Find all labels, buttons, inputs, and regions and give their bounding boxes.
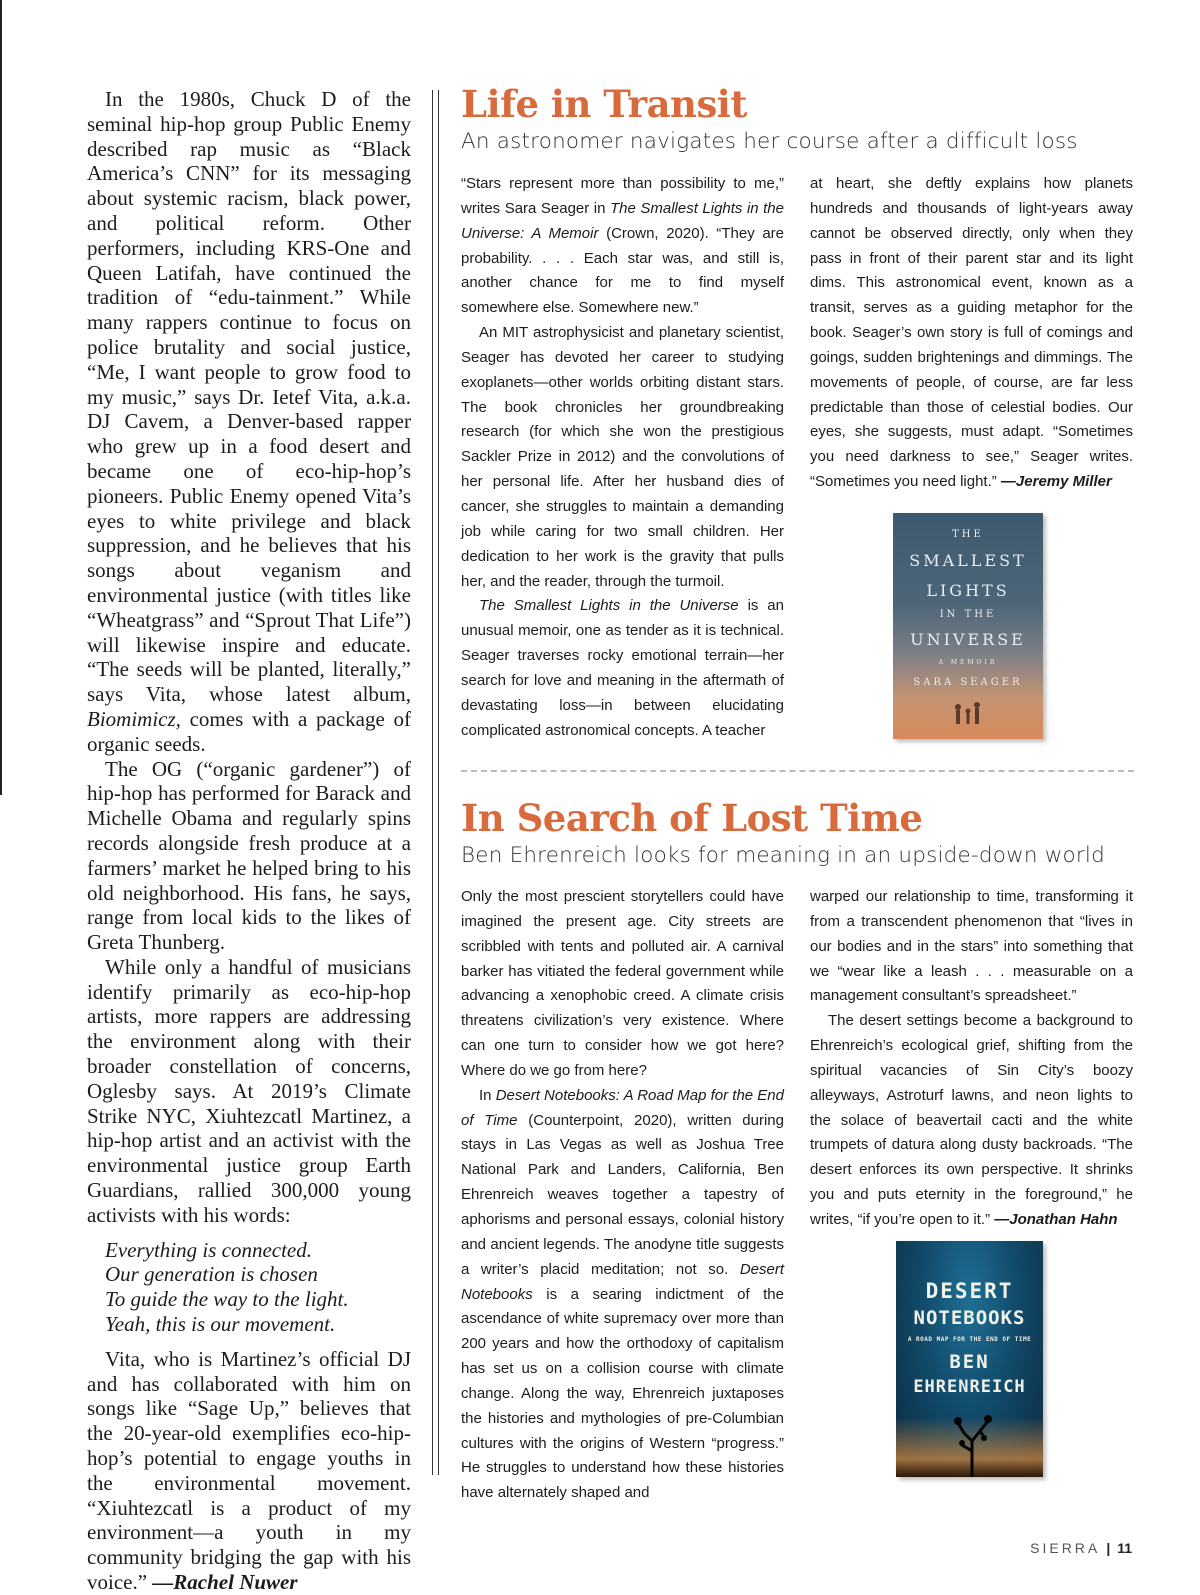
- cover-author: BEN: [949, 1351, 990, 1373]
- paragraph: “Stars represent more than possibility to me,” writes Sara Seager in The Smallest Lights in the Universe: A Memoir (Crown, 2020). “They are probability. . . . Each star was, and still is, another chance for me to find myself somewhere else. Somewhere new.”: [461, 175, 784, 317]
- joshua-tree-icon: [944, 1411, 1004, 1477]
- paragraph: In Desert Notebooks: A Road Map for the End of Time (Counterpoint, 2020), written during stays in Las Vegas as well as Joshua Tree National Park and Landers, California, Ben Ehrenreich weaves together a tapestry of aphorisms and personal essays, colonial history and ancient legends. The anodyne title suggests a writer’s placid meditation; not so. Desert Notebooks is a searing indictment of the ascendance of white supremacy over more than 200 years and how the orthodoxy of capitalism has set us on a collision course with climate change. Along the way, Ehrenreich juxtaposes the histories and mythologies of pre-Columbian cultures with the origins of Western “progress.” He struggles to understand how these histories have alternately shaped and: [461, 1086, 784, 1502]
- cover-text: IN THE: [939, 609, 997, 620]
- poem-line: Our generation is chosen: [105, 1262, 318, 1287]
- cover-text: UNIVERSE: [910, 630, 1026, 649]
- silhouette-figures-icon: [948, 697, 988, 737]
- book-cover-desert-notebooks: [896, 1241, 1043, 1477]
- cover-text: DESERT: [925, 1279, 1014, 1303]
- paragraph: warped our relationship to time, transforming it from a transcendent phenomenon that “lives in our bodies and in the stars” into something that we “wear like a leash . . . measurable on a management consultant’s spreadsheet.”: [810, 888, 1133, 1005]
- page-footer: [1030, 1540, 1132, 1556]
- page-number: 11: [1117, 1540, 1132, 1556]
- cover-subtitle: A ROAD MAP FOR THE END OF TIME: [907, 1336, 1032, 1343]
- paragraph: The Smallest Lights in the Universe is an unusual memoir, one as tender as it is technical. Seager traverses rocky emotional terrain—her search for love and meaning in the aftermath of devastating loss—in between elucidating complicated astronomical concepts. A teacher: [461, 597, 784, 739]
- section-divider: [461, 770, 1134, 772]
- cover-text: LIGHTS: [926, 581, 1010, 600]
- text-column: [461, 885, 784, 1506]
- text-column: [810, 172, 1133, 495]
- paragraph: Only the most prescient storytellers could have imagined the present age. City streets are scribbled with tents and polluted air. A carnival barker has vitiated the federal government while advancing a xenophobic creed. A climate crisis threatens civilization’s very existence. Where can one turn to consider how we got here? Where do we go from here?: [461, 888, 784, 1079]
- cover-author: SARA SEAGER: [913, 677, 1023, 688]
- headline: In Search of Lost Time: [461, 796, 923, 840]
- cover-text: NOTEBOOKS: [913, 1307, 1026, 1329]
- paragraph: at heart, she deftly explains how planets hundreds and thousands of light-years away cannot be observed directly, only when they pass in front of their parent star and its light dims. This astronomical event, known as a transit, serves as a guiding metaphor for the book. Seager’s own story is full of comings and goings, sudden brightenings and dimmings. The movements of people, of course, are far less predictable than those of celestial bodies. Our eyes, she suggests, must adapt. “Sometimes you need darkness to see,” Seager writes. “Sometimes you need light.” —Jeremy Miller: [810, 175, 1133, 491]
- paragraph: The desert settings become a background to Ehrenreich’s ecological grief, shifting from the spiritual vacancies of Sin City’s boozy alleyways, Astroturf lawns, and neon lights to the solace of beavertail cacti and the white trumpets of datura along dusty backroads. “The desert enforces its own perspective. It shrinks you and puts eternity in the foreground,” he writes, “if you’re open to it.” —Jonathan Hahn: [810, 1012, 1133, 1228]
- poem-quote: [105, 1238, 411, 1337]
- poem-line: Yeah, this is our movement.: [105, 1312, 336, 1337]
- poem-line: To guide the way to the light.: [105, 1287, 349, 1312]
- author-signature: —Jeremy Miller: [1000, 473, 1112, 491]
- cover-text: THE: [952, 529, 984, 540]
- paragraph: The OG (“organic gardener”) of hip-hop has performed for Barack and Michelle Obama and regularly spins records alongside fresh produce at a farmers’ market he helped bring to his old neighborhood. His fans, he says, range from local kids to the likes of Greta Thunberg.: [87, 756, 411, 955]
- left-column-article: [87, 87, 411, 1595]
- page-edge-line: [0, 0, 2, 795]
- deck: Ben Ehrenreich looks for meaning in an upside-down world: [461, 843, 1105, 868]
- paragraph: An MIT astrophysicist and planetary scientist, Seager has devoted her career to studying exoplanets—other worlds orbiting distant stars. The book chronicles her groundbreaking research (for which she won the prestigious Sackler Prize in 2012) and the convolutions of her personal life. After her husband dies of cancer, she struggles to maintain a demanding job while caring for two small children. Her dedication to her work is the gravity that pulls her, and the reader, through the turmoil.: [461, 324, 784, 590]
- column-divider: [432, 90, 439, 1475]
- headline: Life in Transit: [461, 82, 747, 126]
- paragraph: In the 1980s, Chuck D of the seminal hip-hop group Public Enemy described rap music as “Black America’s CNN” for its messaging about systemic racism, black power, and political reform. Other performers, including KRS-One and Queen Latifah, have continued the tradition of “edu-tainment.” While many rappers continue to focus on police brutality and social justice, “Me, I want people to grow food to my music,” says Dr. Ietef Vita, a.k.a. DJ Cavem, a Denver-based rapper who grew up in a food desert and became one of eco-hip-hop’s pioneers. Public Enemy opened Vita’s eyes to white privilege and black suppression, and he believes that his songs about veganism and environmental justice (with titles like “Wheatgrass” and “Sprout That Life”) will likewise inspire and educate. “The seeds will be planted, literally,” says Vita, whose latest album, Biomimicz, comes with a package of organic seeds.: [87, 87, 411, 756]
- cover-text: SMALLEST: [909, 551, 1027, 570]
- book-cover-smallest-lights: [893, 513, 1043, 739]
- cover-text: A MEMOIR: [938, 659, 998, 666]
- text-column: [810, 885, 1133, 1233]
- poem-line: Everything is connected.: [105, 1237, 313, 1262]
- footer-separator: |: [1106, 1540, 1111, 1556]
- paragraph: While only a handful of musicians identify primarily as eco-hip-hop artists, more rappers are addressing the environment along with their broader constellation of concerns, Oglesby says. At 2019’s Climate Strike NYC, Xiuhtezcatl Martinez, a hip-hop artist and an activist with the environmental justice group Earth Guardians, rallied 300,000 young activists with his words:: [87, 954, 411, 1227]
- article-lost-time-header: [461, 798, 1136, 870]
- magazine-name: SIERRA: [1030, 1540, 1100, 1556]
- author-signature: —Rachel Nuwer: [152, 1570, 298, 1595]
- article-life-in-transit-header: [461, 84, 1136, 156]
- text-column: [461, 172, 784, 743]
- cover-author: EHRENREICH: [913, 1377, 1026, 1397]
- deck: An astronomer navigates her course after a difficult loss: [461, 129, 1078, 154]
- paragraph: Vita, who is Martinez’s official DJ and has collaborated with him on songs like “Sage Up,” believes that the 20-year-old exemplifies eco-hip-hop’s potential to engage youths in the environmental movement. “Xiuhtezcatl is a product of my environment—a youth in my community bridging the gap with his voice.” —Rachel Nuwer: [87, 1346, 411, 1595]
- author-signature: —Jonathan Hahn: [994, 1210, 1118, 1228]
